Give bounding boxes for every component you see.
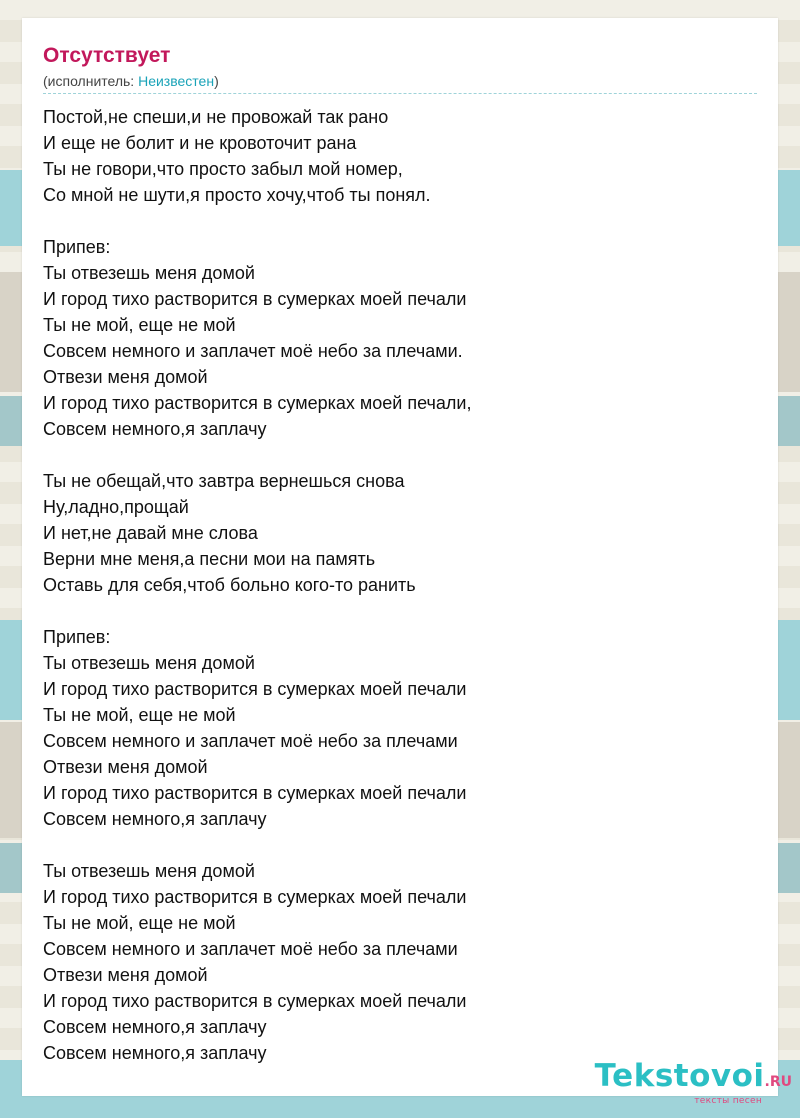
logo-wordmark: [595, 1060, 792, 1098]
lyric-line: Ты не мой, еще не мой: [43, 315, 236, 335]
lyric-line: И город тихо растворится в сумерках моей печали: [43, 887, 467, 907]
stanza-break: [43, 442, 763, 468]
lyric-line: Совсем немного и заплачет моё небо за плечами.: [43, 341, 463, 361]
lyric-line: Отвези меня домой: [43, 757, 208, 777]
lyric-line: И город тихо растворится в сумерках моей печали: [43, 289, 467, 309]
lyric-line: И город тихо растворится в сумерках моей печали: [43, 783, 467, 803]
lyric-line: Совсем немного,я заплачу: [43, 419, 267, 439]
lyric-line: Со мной не шути,я просто хочу,чтоб ты понял.: [43, 185, 431, 205]
logo-main-text: Tekstovoi: [594, 1058, 765, 1094]
lyric-line: Ну,ладно,прощай: [43, 497, 189, 517]
lyric-line: Постой,не спеши,и не провожай так рано: [43, 107, 389, 127]
lyric-line: Совсем немного,я заплачу: [43, 1043, 267, 1063]
lyric-line: Совсем немного и заплачет моё небо за плечами: [43, 731, 458, 751]
title-divider: [43, 93, 757, 94]
lyric-line: Совсем немного,я заплачу: [43, 809, 267, 829]
lyric-line: Ты не говори,что просто забыл мой номер,: [43, 159, 403, 179]
lyric-line: Верни мне меня,а песни мои на память: [43, 549, 376, 569]
lyric-line: Ты отвезешь меня домой: [43, 861, 255, 881]
lyric-line: Припев:: [43, 237, 111, 257]
lyric-line: И город тихо растворится в сумерках моей печали,: [43, 393, 472, 413]
lyric-line: Ты отвезешь меня домой: [43, 263, 255, 283]
lyric-line: Ты не мой, еще не мой: [43, 913, 236, 933]
lyric-line: Ты не мой, еще не мой: [43, 705, 236, 725]
lyric-line: И еще не болит и не кровоточит рана: [43, 133, 357, 153]
lyrics-card: [22, 18, 778, 1096]
site-logo[interactable]: [595, 1060, 792, 1106]
stanza-break: [43, 208, 763, 234]
lyric-line: Отвези меня домой: [43, 367, 208, 387]
stanza-break: [43, 598, 763, 624]
lyric-line: Ты не обещай,что завтра вернешься снова: [43, 471, 405, 491]
lyric-line: Совсем немного и заплачет моё небо за плечами: [43, 939, 458, 959]
artist-suffix: ): [214, 73, 219, 89]
artist-link[interactable]: Неизвестен: [138, 73, 215, 89]
lyric-line: Оставь для себя,чтоб больно кого-то ранить: [43, 575, 416, 595]
lyric-line: И город тихо растворится в сумерках моей печали: [43, 991, 467, 1011]
lyric-line: Ты отвезешь меня домой: [43, 653, 255, 673]
artist-line: [43, 73, 219, 89]
logo-tld: .RU: [764, 1074, 792, 1090]
lyric-line: Отвези меня домой: [43, 965, 208, 985]
lyric-line: Припев:: [43, 627, 111, 647]
song-title: Отсутствует: [43, 44, 171, 67]
logo-tagline: тексты песен: [694, 1096, 762, 1106]
lyrics-text: [43, 104, 763, 1066]
stanza-break: [43, 832, 763, 858]
lyric-line: И нет,не давай мне слова: [43, 523, 258, 543]
artist-prefix: (исполнитель:: [43, 73, 139, 89]
lyric-line: И город тихо растворится в сумерках моей печали: [43, 679, 467, 699]
lyric-line: Совсем немного,я заплачу: [43, 1017, 267, 1037]
